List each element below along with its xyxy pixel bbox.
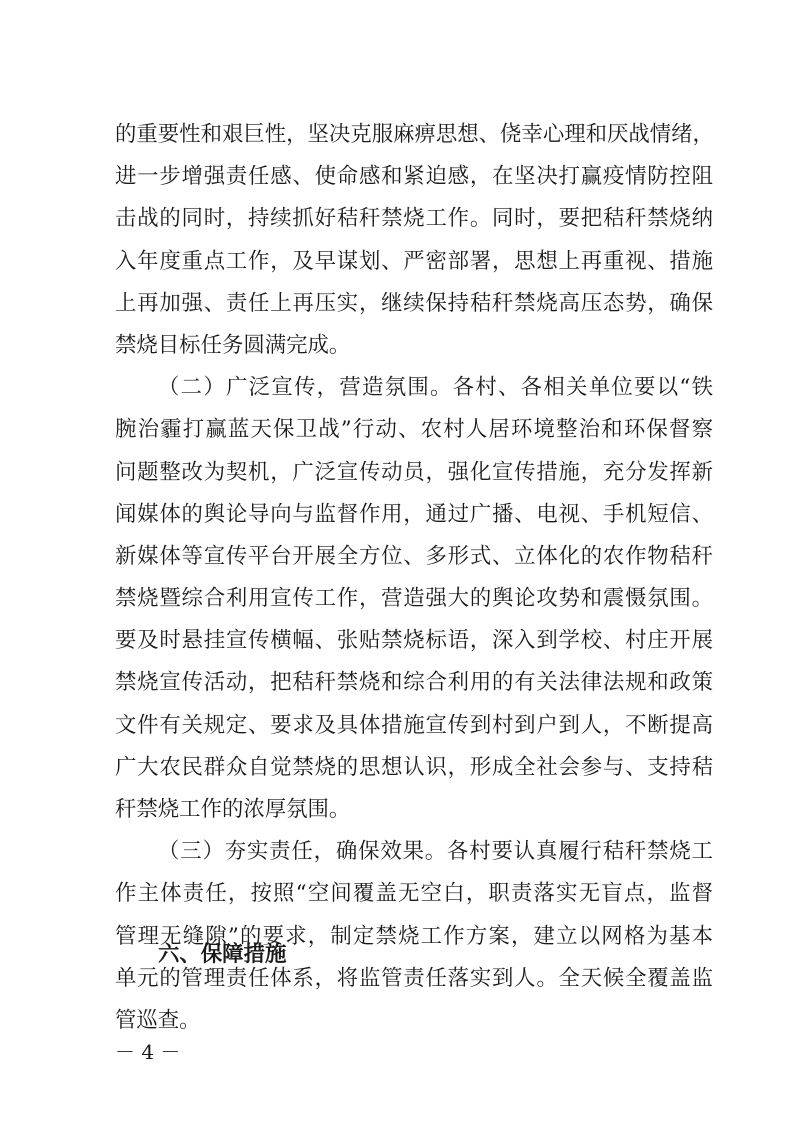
body-text <box>115 114 713 1042</box>
page-number: － 4 － <box>115 1040 181 1064</box>
text-line: 文件有关规定、要求及具体措施宣传到村到户到人，不断提高 <box>115 712 713 738</box>
text-line: 的重要性和艰巨性，坚决克服麻痹思想、侥幸心理和厌战情绪， <box>115 122 714 147</box>
text-line: 管理无缝隙”的要求，制定禁烧工作方案，建立以网格为基本 <box>115 923 713 949</box>
text-line: 上再加强、责任上再压实，继续保持秸秆禁烧高压态势，确保 <box>115 290 713 316</box>
text-line: 击战的同时，持续抓好秸秆禁烧工作。同时，要把秸秆禁烧纳 <box>115 206 713 232</box>
text-line: 广大农民群众自觉禁烧的思想认识，形成全社会参与、支持秸 <box>115 754 713 780</box>
text-line: 单元的管理责任体系，将监管责任落实到人。全天候全覆盖监 <box>115 965 713 991</box>
paragraph-start-line: （三）夯实责任，确保效果。各村要认真履行秸秆禁烧工 <box>158 839 713 865</box>
text-line: 问题整改为契机，广泛宣传动员，强化宣传措施，充分发挥新 <box>115 459 713 485</box>
paragraph-start-line: （二）广泛宣传，营造氛围。各村、各相关单位要以“铁 <box>158 375 713 401</box>
text-line: 闻媒体的舆论导向与监督作用，通过广播、电视、手机短信、 <box>115 501 713 527</box>
section-heading: 六、保障措施 <box>158 942 287 967</box>
text-line: 作主体责任，按照“空间覆盖无空白，职责落实无盲点，监督 <box>115 881 713 907</box>
text-line: 禁烧暨综合利用宣传工作，营造强大的舆论攻势和震慑氛围。 <box>115 586 713 612</box>
text-line: 新媒体等宣传平台开展全方位、多形式、立体化的农作物秸秆 <box>115 543 713 569</box>
text-line: 要及时悬挂宣传横幅、张贴禁烧标语，深入到学校、村庄开展 <box>115 628 713 654</box>
text-line: 进一步增强责任感、使命感和紧迫感，在坚决打赢疫情防控阻 <box>115 164 713 190</box>
text-line: 禁烧宣传活动，把秸秆禁烧和综合利用的有关法律法规和政策 <box>115 670 713 696</box>
text-line: 腕治霾打赢蓝天保卫战”行动、农村人居环境整治和环保督察 <box>115 417 713 443</box>
text-line: 管巡查。 <box>115 1007 201 1033</box>
text-line: 入年度重点工作，及早谋划、严密部署，思想上再重视、措施 <box>115 248 713 274</box>
text-line: 秆禁烧工作的浓厚氛围。 <box>115 797 351 822</box>
text-line: 禁烧目标任务圆满完成。 <box>115 332 351 358</box>
